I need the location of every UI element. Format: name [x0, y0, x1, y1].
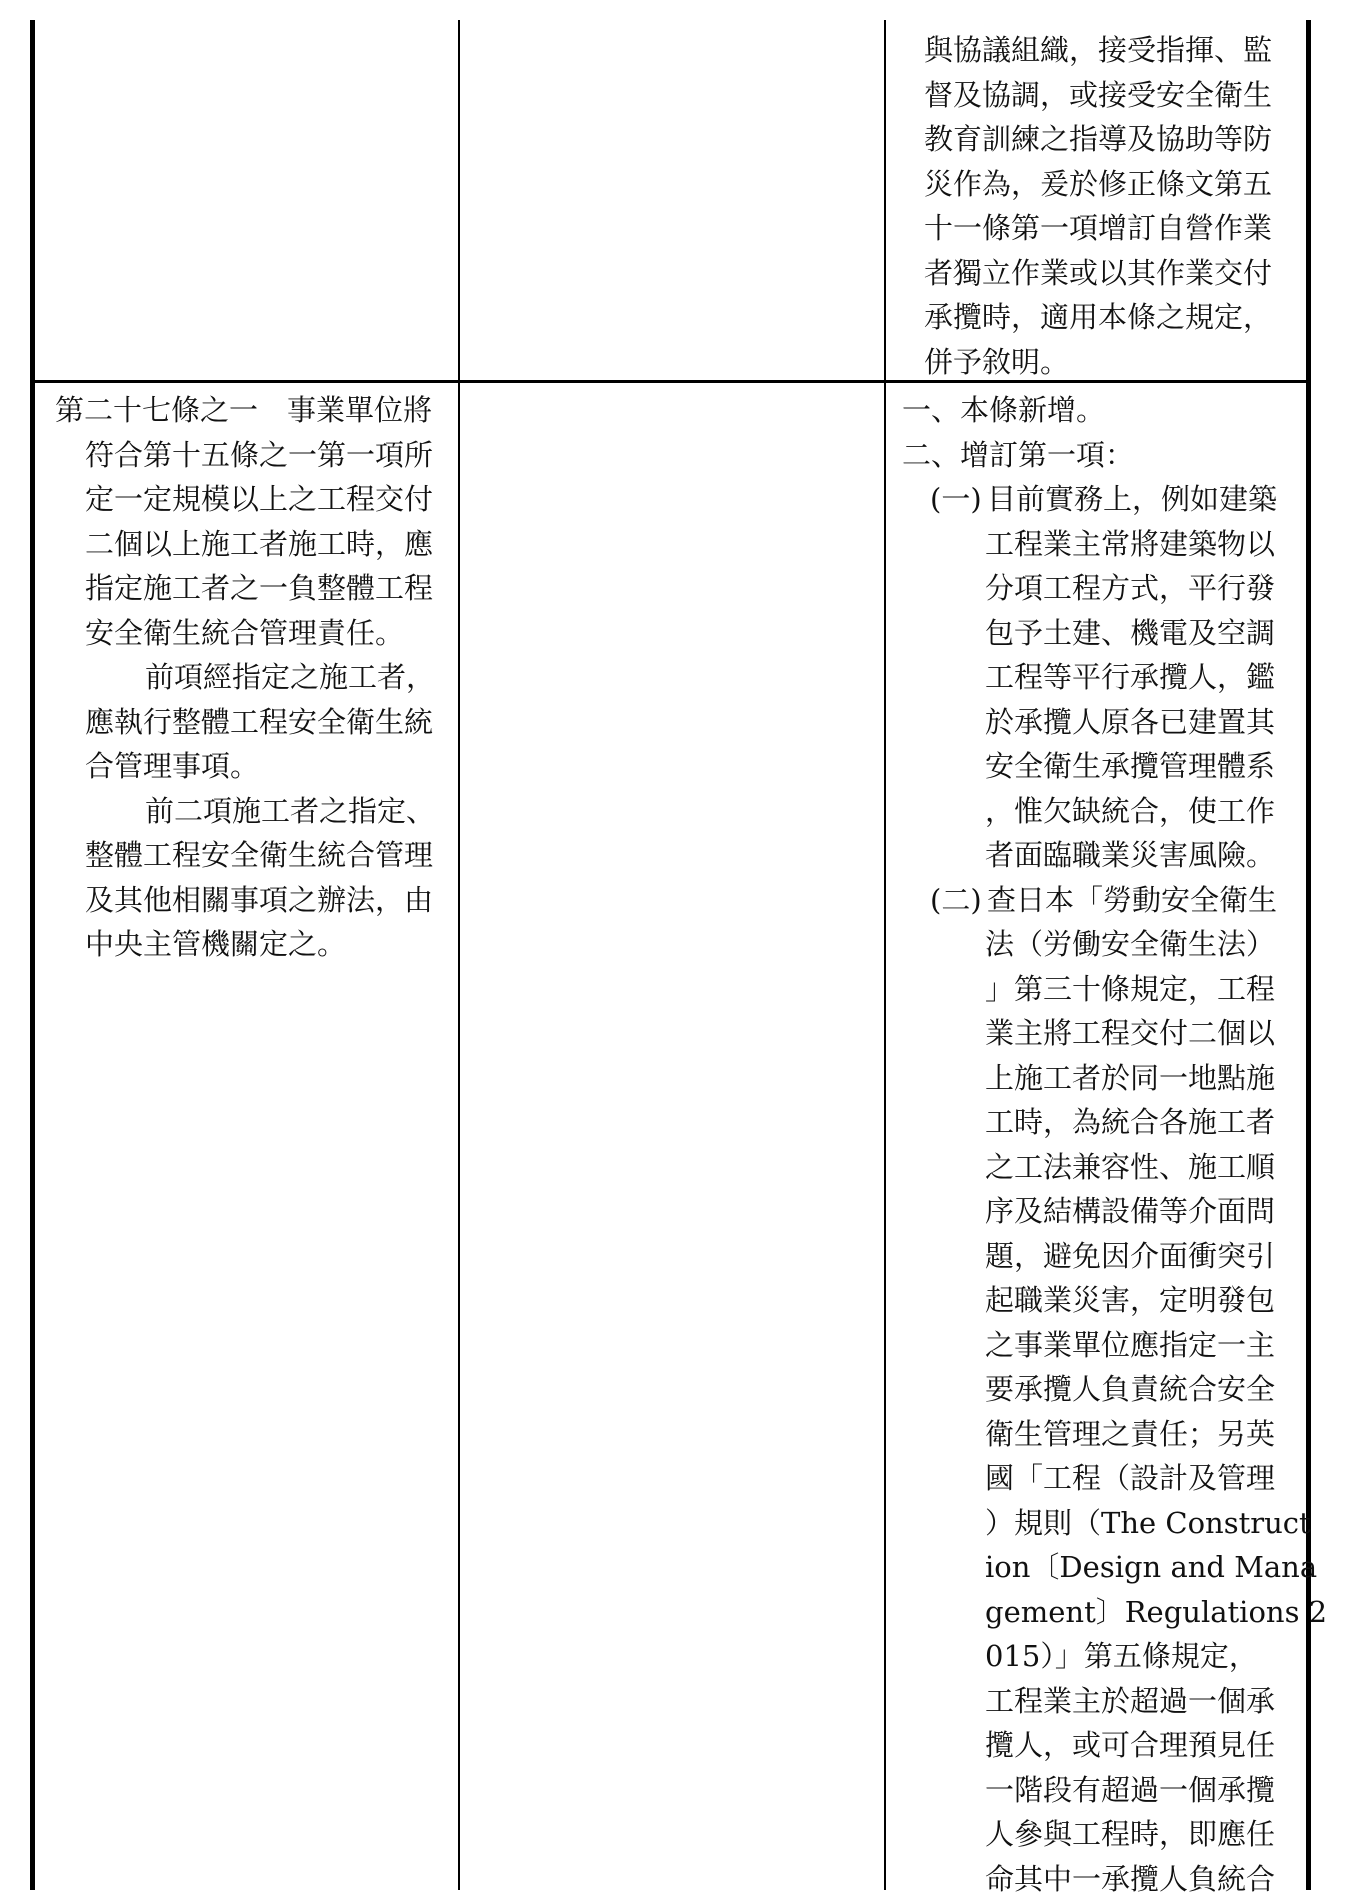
text-line: 工程業主於超過一個承 [902, 1679, 1306, 1724]
text-line: 工時，為統合各施工者 [902, 1100, 1306, 1145]
text-line: ）規則（The Construct [902, 1501, 1306, 1546]
text-line: 命其中一承攬人負統合 [902, 1857, 1306, 1901]
article-text-cell [55, 388, 455, 967]
top-row-explanation-cell [924, 28, 1304, 384]
text-line: 安全衛生承攬管理體系 [902, 744, 1306, 789]
column-divider-1 [458, 20, 460, 1890]
paragraph-first-line: 前二項施工者之指定、 [55, 789, 455, 834]
text-line: 整體工程安全衛生統合管理 [55, 833, 455, 878]
explanation-subitem [902, 878, 1306, 923]
text-line: 者面臨職業災害風險。 [902, 833, 1306, 878]
subitem-first-line: 目前實務上，例如建築 [987, 477, 1277, 522]
explanation-item: 一、本條新增。 [902, 388, 1306, 433]
paragraph-first-line: 前項經指定之施工者， [55, 655, 455, 700]
article-heading-line: 第二十七條之一 事業單位將 [55, 388, 455, 433]
column-divider-2 [884, 20, 886, 1890]
text-line: 指定施工者之一負整體工程 [55, 566, 455, 611]
text-line: 國「工程（設計及管理 [902, 1456, 1306, 1501]
text-line: 要承攬人負責統合安全 [902, 1367, 1306, 1412]
text-line: 併予敘明。 [924, 340, 1304, 385]
explanation-item: 二、增訂第一項： [902, 433, 1306, 478]
text-line: 人參與工程時，即應任 [902, 1812, 1306, 1857]
text-line: 災作為，爰於修正條文第五 [924, 162, 1304, 207]
text-line: 業主將工程交付二個以 [902, 1011, 1306, 1056]
text-line: 015）」第五條規定， [902, 1634, 1306, 1679]
text-line: 者獨立作業或以其作業交付 [924, 251, 1304, 296]
subitem-marker: (二) [902, 878, 987, 923]
explanation-subitem [902, 477, 1306, 522]
text-line: 安全衛生統合管理責任。 [55, 611, 455, 656]
text-line: 序及結構設備等介面問 [902, 1189, 1306, 1234]
text-line: 分項工程方式，平行發 [902, 566, 1306, 611]
text-line: ，惟欠缺統合，使工作 [902, 789, 1306, 834]
text-line: 定一定規模以上之工程交付 [55, 477, 455, 522]
text-line: 包予土建、機電及空調 [902, 611, 1306, 656]
subitem-first-line: 查日本「勞動安全衛生 [987, 878, 1277, 923]
text-line: 之工法兼容性、施工順 [902, 1145, 1306, 1190]
text-line: 一階段有超過一個承攬 [902, 1768, 1306, 1813]
text-line: 工程業主常將建築物以 [902, 522, 1306, 567]
text-line: 應執行整體工程安全衛生統 [55, 700, 455, 745]
text-line: 之事業單位應指定一主 [902, 1323, 1306, 1368]
text-line: 符合第十五條之一第一項所 [55, 433, 455, 478]
text-line: 二個以上施工者施工時，應 [55, 522, 455, 567]
text-line: 攬人，或可合理預見任 [902, 1723, 1306, 1768]
text-line: 承攬時，適用本條之規定， [924, 295, 1304, 340]
text-line: 督及協調，或接受安全衛生 [924, 73, 1304, 118]
text-line: 法（労働安全衛生法） [902, 922, 1306, 967]
text-line: 十一條第一項增訂自營作業 [924, 206, 1304, 251]
text-line: 題，避免因介面衝突引 [902, 1234, 1306, 1279]
text-line: 上施工者於同一地點施 [902, 1056, 1306, 1101]
subitem-marker: (一) [902, 477, 987, 522]
text-line: 於承攬人原各已建置其 [902, 700, 1306, 745]
text-line: ion〔Design and Mana [902, 1545, 1306, 1590]
explanation-cell [902, 388, 1306, 1901]
text-line: 工程等平行承攬人，鑑 [902, 655, 1306, 700]
text-line: 中央主管機關定之。 [55, 922, 455, 967]
table-left-border [30, 20, 35, 1890]
text-line: 」第三十條規定，工程 [902, 967, 1306, 1012]
text-line: gement〕Regulations 2 [902, 1590, 1306, 1635]
text-line: 衛生管理之責任；另英 [902, 1412, 1306, 1457]
text-line: 與協議組織，接受指揮、監 [924, 28, 1304, 73]
text-line: 合管理事項。 [55, 744, 455, 789]
text-line: 及其他相關事項之辦法，由 [55, 878, 455, 923]
text-line: 教育訓練之指導及協助等防 [924, 117, 1304, 162]
text-line: 起職業災害，定明發包 [902, 1278, 1306, 1323]
